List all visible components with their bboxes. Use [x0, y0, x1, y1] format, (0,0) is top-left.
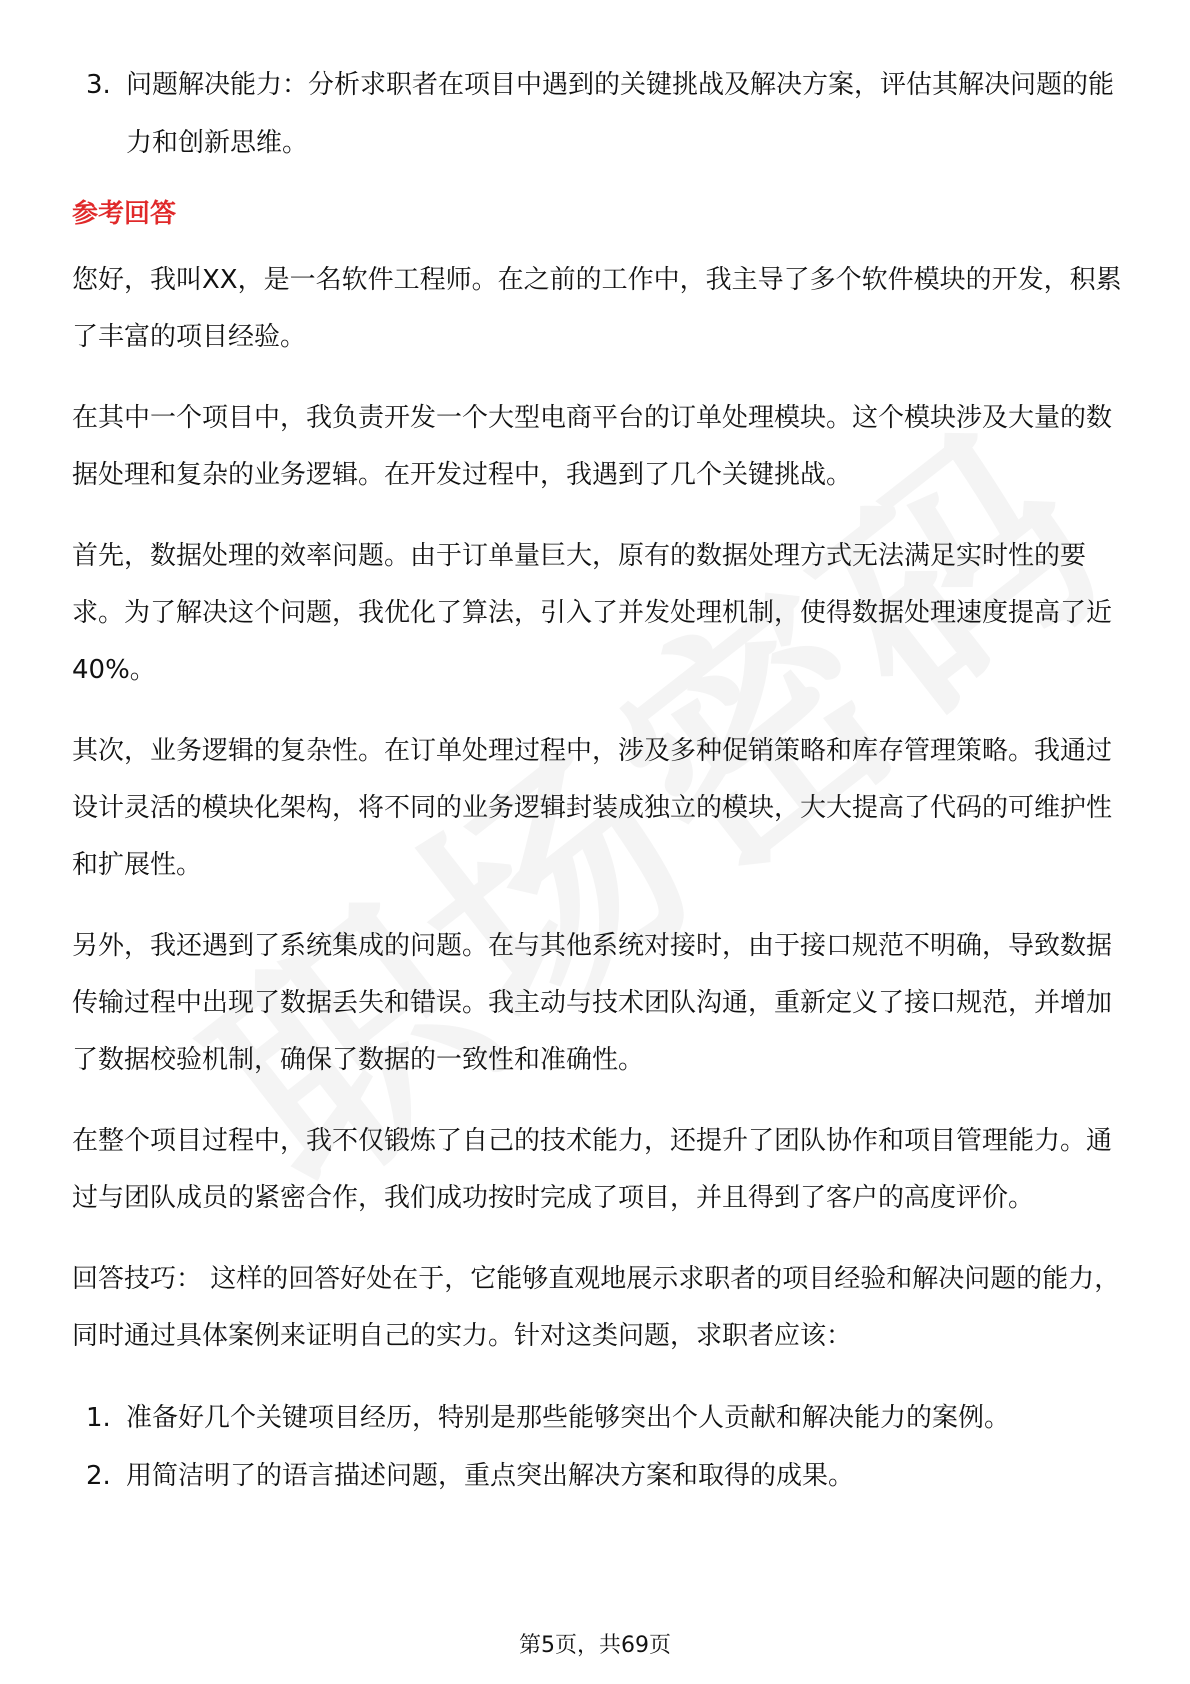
paragraph-additionally: 另外，我还遇到了系统集成的问题。在与其他系统对接时，由于接口规范不明确，导致数据传输过程中出现了数据丢失和错误。我主动与技术团队沟通，重新定义了接口规范，并增加了数据校验机制，确保了数据的一致性和准确性。 — [72, 931, 1113, 1075]
list-number: 3. — [86, 70, 111, 100]
list-item-1 — [72, 1389, 1122, 1447]
list-text: 准备好几个关键项目经历，特别是那些能够突出个人贡献和解决能力的案例。 — [126, 1403, 1011, 1433]
list-number: 1. — [86, 1403, 111, 1433]
section-title: 参考回答 — [72, 199, 177, 229]
list-item-3 — [72, 56, 1122, 172]
list-item-2 — [72, 1447, 1122, 1505]
list-number: 2. — [86, 1461, 111, 1491]
document-body — [72, 56, 1122, 1505]
paragraph-summary: 在整个项目过程中，我不仅锻炼了自己的技术能力，还提升了团队协作和项目管理能力。通过与团队成员的紧密合作，我们成功按时完成了项目，并且得到了客户的高度评价。 — [72, 1126, 1113, 1213]
page-footer: 第5页，共69页 — [519, 1633, 671, 1658]
paragraph-second: 其次，业务逻辑的复杂性。在订单处理过程中，涉及多种促销策略和库存管理策略。我通过设计灵活的模块化架构，将不同的业务逻辑封装成独立的模块，大大提高了代码的可维护性和扩展性。 — [72, 736, 1113, 880]
list-text: 问题解决能力：分析求职者在项目中遇到的关键挑战及解决方案，评估其解决问题的能力和创新思维。 — [126, 70, 1115, 158]
paragraph-first: 首先，数据处理的效率问题。由于订单量巨大，原有的数据处理方式无法满足实时性的要求。为了解决这个问题，我优化了算法，引入了并发处理机制，使得数据处理速度提高了近40%。 — [72, 541, 1113, 685]
paragraph-tips: 回答技巧： 这样的回答好处在于，它能够直观地展示求职者的项目经验和解决问题的能力，同时通过具体案例来证明自己的实力。针对这类问题，求职者应该： — [72, 1264, 1121, 1351]
paragraph-intro: 您好，我叫XX，是一名软件工程师。在之前的工作中，我主导了多个软件模块的开发，积累了丰富的项目经验。 — [72, 265, 1122, 352]
list-text: 用简洁明了的语言描述问题，重点突出解决方案和取得的成果。 — [126, 1461, 855, 1491]
paragraph-project: 在其中一个项目中，我负责开发一个大型电商平台的订单处理模块。这个模块涉及大量的数据处理和复杂的业务逻辑。在开发过程中，我遇到了几个关键挑战。 — [72, 403, 1113, 490]
